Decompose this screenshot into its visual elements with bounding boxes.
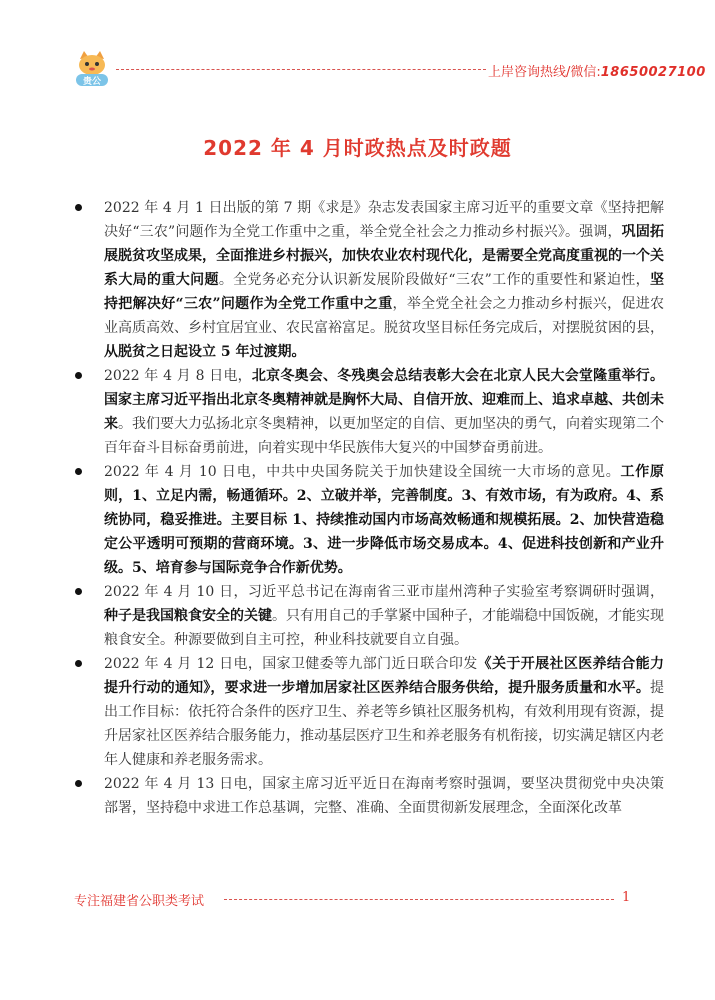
bullet-icon <box>75 372 82 379</box>
body-text: 2022 年 4 月 12 日电，国家卫健委等九部门近日联合印发 <box>104 656 478 672</box>
body-text: 提出工作目标：依托符合条件的医疗卫生、养老等乡镇社区服务机构，有效利用现有资源，提升居家社区医养结合服务能力，推动基层医疗卫生和养老服务有机衔接，切实满足辖区内老年人健康和养老服务需求。 <box>104 680 664 768</box>
body-text: 2022 年 4 月 13 日电，国家主席习近平近日在海南考察时强调，要坚决贯彻党中央决策部署，坚持稳中求进工作总基调，完整、准确、全面贯彻新发展理念，全面深化改革 <box>104 776 664 816</box>
hotline <box>488 61 706 80</box>
news-item <box>104 364 664 460</box>
footer-divider <box>224 899 614 900</box>
logo-text: 贵公 <box>82 77 102 87</box>
mascot-logo-icon <box>72 50 112 88</box>
page-title: 2022 年 4 月时政热点及时政题 <box>203 136 512 160</box>
news-list <box>104 196 664 820</box>
emphasis-text: 《关于开展社区医养结合能力提升行动的通知》，要求进一步增加居家社区医养结合服务供给，提升服务质量和水平。 <box>104 656 664 696</box>
body-text: 。我们要大力弘扬北京冬奥精神，以更加坚定的自信、更加坚决的勇气，向着实现第二个百年奋斗目标奋勇前进，向着实现中华民族伟大复兴的中国梦奋勇前进。 <box>104 416 664 456</box>
body-text: 2022 年 4 月 1 日出版的第 7 期《求是》杂志发表国家主席习近平的重要文章《坚持把解决好“三农”问题作为全党工作重中之重，举全党全社会之力推动乡村振兴》。强调， <box>104 200 664 240</box>
news-item <box>104 772 664 820</box>
emphasis-text: 坚持把解决好“三农”问题作为全党工作重中之重 <box>104 272 664 312</box>
news-item <box>104 652 664 772</box>
emphasis-text: 北京冬奥会、冬残奥会总结表彰大会在北京人民大会堂隆重举行。国家主席习近平指出北京冬奥精神就是胸怀大局、自信开放、迎难而上、追求卓越、共创未来 <box>104 368 665 432</box>
emphasis-text: 巩固拓展脱贫攻坚成果，全面推进乡村振兴，加快农业农村现代化，是需要全党高度重视的一个关系大局的重大问题 <box>104 224 665 288</box>
news-item <box>104 460 664 580</box>
bullet-icon <box>75 780 82 787</box>
bullet-icon <box>75 204 82 211</box>
emphasis-text: 种子是我国粮食安全的关键 <box>104 608 272 624</box>
emphasis-text: 工作原则，1、立足内需，畅通循环。2、立破并举，完善制度。3、有效市场，有为政府。4、系统协同，稳妥推进。主要目标 1、持续推动国内市场高效畅通和规模拓展。2、加快营造稳定公平透明可预期的营商环境。3、进一步降低市场交易成本。4、促进科技创新和产业升级。5、培育参与国际竞争合作新优势。 <box>104 464 664 576</box>
bullet-icon <box>75 468 82 475</box>
header-divider <box>116 69 486 70</box>
bullet-icon <box>75 588 82 595</box>
page-header <box>72 50 706 90</box>
body-text: 2022 年 4 月 10 日，习近平总书记在海南省三亚市崖州湾种子实验室考察调研时强调， <box>104 584 664 600</box>
page-footer <box>74 890 639 910</box>
body-text: ，举全党全社会之力推动乡村振兴，促进农业高质高效、乡村宜居宜业、农民富裕富足。脱贫攻坚目标任务完成后，对摆脱贫困的县， <box>104 296 665 336</box>
page-number: 1 <box>622 890 631 905</box>
footer-text: 专注福建省公职类考试 <box>74 894 205 909</box>
hotline-label: 上岸咨询热线/微信: <box>488 65 601 80</box>
body-text: 。全党务必充分认识新发展阶段做好“三农”工作的重要性和紧迫性， <box>218 272 650 288</box>
news-item <box>104 580 664 652</box>
body-text: 2022 年 4 月 8 日电， <box>104 368 252 384</box>
news-item <box>104 196 664 364</box>
body-text: 。只有用自己的手掌紧中国种子，才能端稳中国饭碗，才能实现粮食安全。种源要做到自主可控，种业科技就要自立自强。 <box>104 608 664 648</box>
emphasis-text: 从脱贫之日起设立 5 年过渡期。 <box>104 344 306 360</box>
hotline-phone: 18650027100 <box>600 65 706 80</box>
body-text: 2022 年 4 月 10 日电，中共中央国务院关于加快建设全国统一大市场的意见。 <box>104 464 621 480</box>
bullet-icon <box>75 660 82 667</box>
